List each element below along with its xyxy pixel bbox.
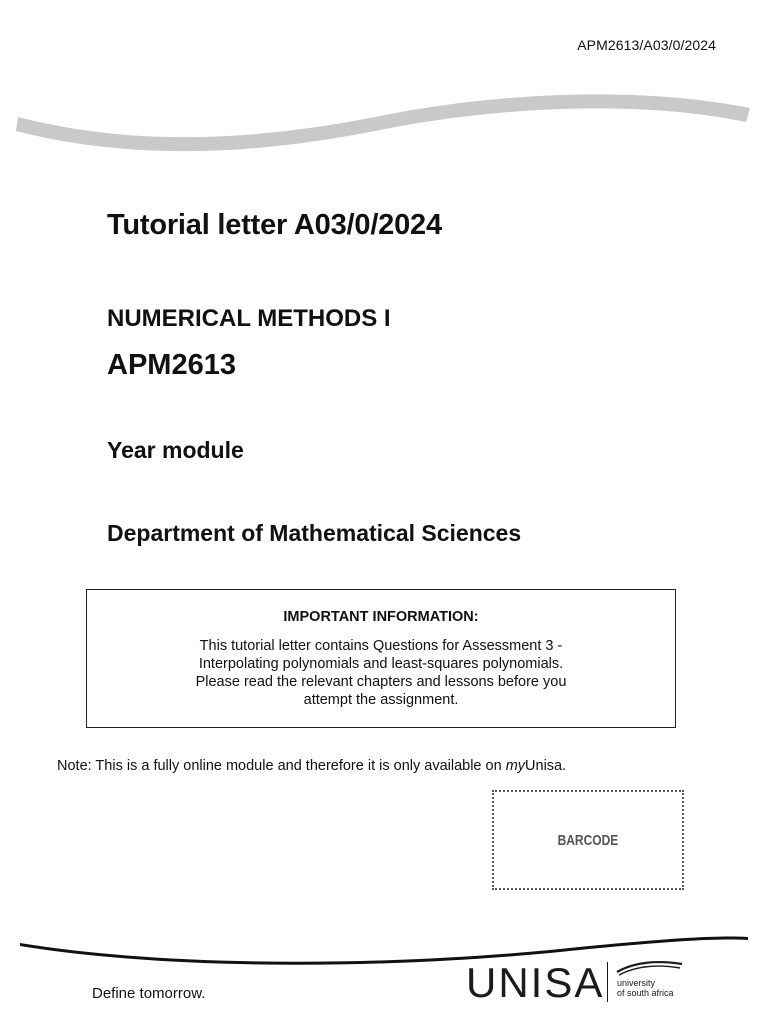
- module-type: Year module: [107, 437, 244, 463]
- unisa-subtitle-line: university: [617, 978, 656, 988]
- barcode-placeholder: [492, 790, 684, 890]
- unisa-logo: [466, 958, 706, 1008]
- info-line: This tutorial letter contains Questions for Assessment 3 -: [199, 638, 563, 654]
- important-information-heading: IMPORTANT INFORMATION:: [283, 609, 479, 625]
- info-line: Please read the relevant chapters and lessons before you: [195, 674, 567, 690]
- barcode-label: BARCODE: [557, 831, 619, 849]
- unisa-subtitle: [617, 978, 674, 998]
- logo-divider: [607, 962, 608, 1002]
- module-code: APM2613: [107, 349, 236, 381]
- online-module-note: [57, 758, 566, 774]
- important-information-box: [86, 589, 676, 728]
- unisa-subtitle-line: of south africa: [617, 988, 674, 998]
- note-suffix: Unisa.: [525, 758, 567, 774]
- top-swoosh-decoration: [0, 80, 768, 160]
- department-name: Department of Mathematical Sciences: [107, 520, 522, 546]
- document-code-reference: APM2613/A03/0/2024: [577, 37, 716, 53]
- info-line: Interpolating polynomials and least-squares polynomials.: [198, 656, 564, 672]
- note-prefix: Note: This is a fully online module and therefore it is only available on: [57, 758, 506, 774]
- unisa-wordmark: UNISA: [466, 959, 605, 1006]
- important-information-body: [87, 637, 675, 709]
- unisa-swoosh-icon: [614, 958, 686, 978]
- module-name: NUMERICAL METHODS I: [107, 305, 391, 332]
- footer-tagline: Define tomorrow.: [92, 985, 206, 1002]
- tutorial-letter-title: Tutorial letter A03/0/2024: [107, 209, 442, 241]
- info-line: attempt the assignment.: [303, 692, 459, 708]
- note-emphasis: my: [505, 758, 526, 774]
